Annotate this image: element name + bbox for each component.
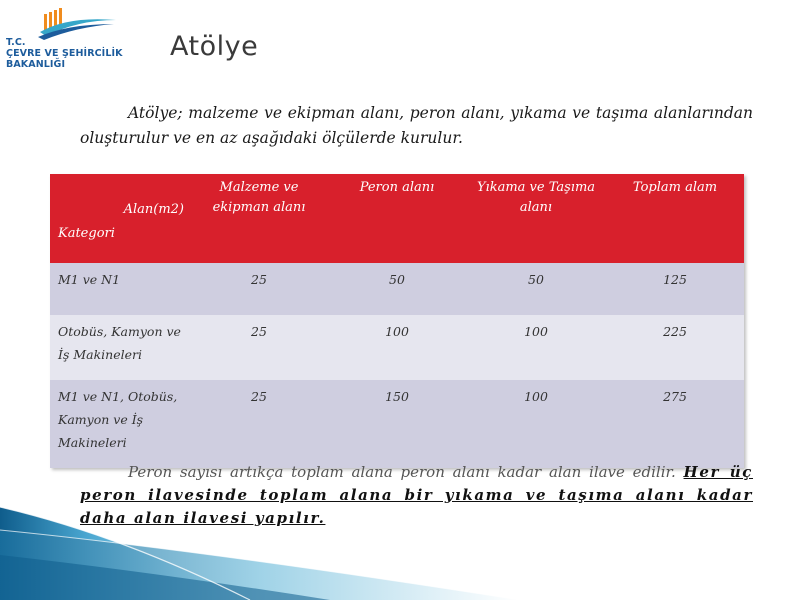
logo-line-1: T.C. — [6, 37, 26, 48]
table-row — [50, 263, 744, 315]
row-label: M1 ve N1 — [58, 272, 121, 287]
table-cell: 225 — [663, 324, 687, 339]
table-row — [50, 315, 744, 380]
logo-line-2: ÇEVRE VE ŞEHİRCİLİK — [6, 48, 123, 59]
ministry-emblem-icon — [38, 6, 118, 40]
row-label: M1 ve N1, Otobüs, Kamyon ve İş Makineleri — [58, 389, 178, 450]
ministry-logo — [4, 4, 124, 74]
column-header: Yıkama ve Taşıma alanı — [476, 180, 596, 215]
category-header-cell — [50, 174, 190, 263]
table-cell: 25 — [251, 324, 267, 339]
footer-emphasis-text: Her üç peron ilavesinde toplam alana bir yıkama ve taşıma alanı kadar daha alan ilavesi yapılır. — [80, 463, 753, 527]
table-cell: 100 — [524, 324, 548, 339]
table-cell: 100 — [524, 389, 548, 404]
table-cell: 25 — [251, 389, 267, 404]
ministry-name — [6, 37, 123, 70]
column-header: Peron alanı — [359, 180, 435, 195]
intro-text: Atölye; malzeme ve ekipman alanı, peron alanı, yıkama ve taşıma alanlarından oluşturulur ve en az aşağıdaki ölçülerde kurulur. — [80, 104, 753, 147]
workshop-area-table — [50, 174, 744, 468]
table-header-row — [50, 174, 744, 263]
row-label: Otobüs, Kamyon ve İş Makineleri — [58, 324, 181, 362]
column-header: Toplam alam — [632, 180, 718, 195]
table-cell: 275 — [663, 389, 687, 404]
table-cell: 25 — [251, 272, 267, 287]
table-cell: 100 — [385, 324, 409, 339]
table-row — [50, 380, 744, 468]
column-header: Malzeme ve ekipman alanı — [212, 180, 306, 215]
intro-paragraph — [80, 101, 753, 151]
table-cell: 50 — [389, 272, 405, 287]
table-cell: 125 — [663, 272, 687, 287]
category-label: Kategori — [58, 226, 115, 241]
area-unit-label: Alan(m2) — [123, 202, 184, 217]
decorative-wave — [0, 495, 520, 600]
footer-plain-text: Peron sayısı artıkça toplam alana peron alanı kadar alan ilave edilir. — [128, 463, 676, 481]
table-cell: 150 — [385, 389, 409, 404]
logo-line-3: BAKANLIĞI — [6, 59, 66, 70]
slide-title: Atölye — [170, 31, 259, 62]
table-cell: 50 — [528, 272, 544, 287]
